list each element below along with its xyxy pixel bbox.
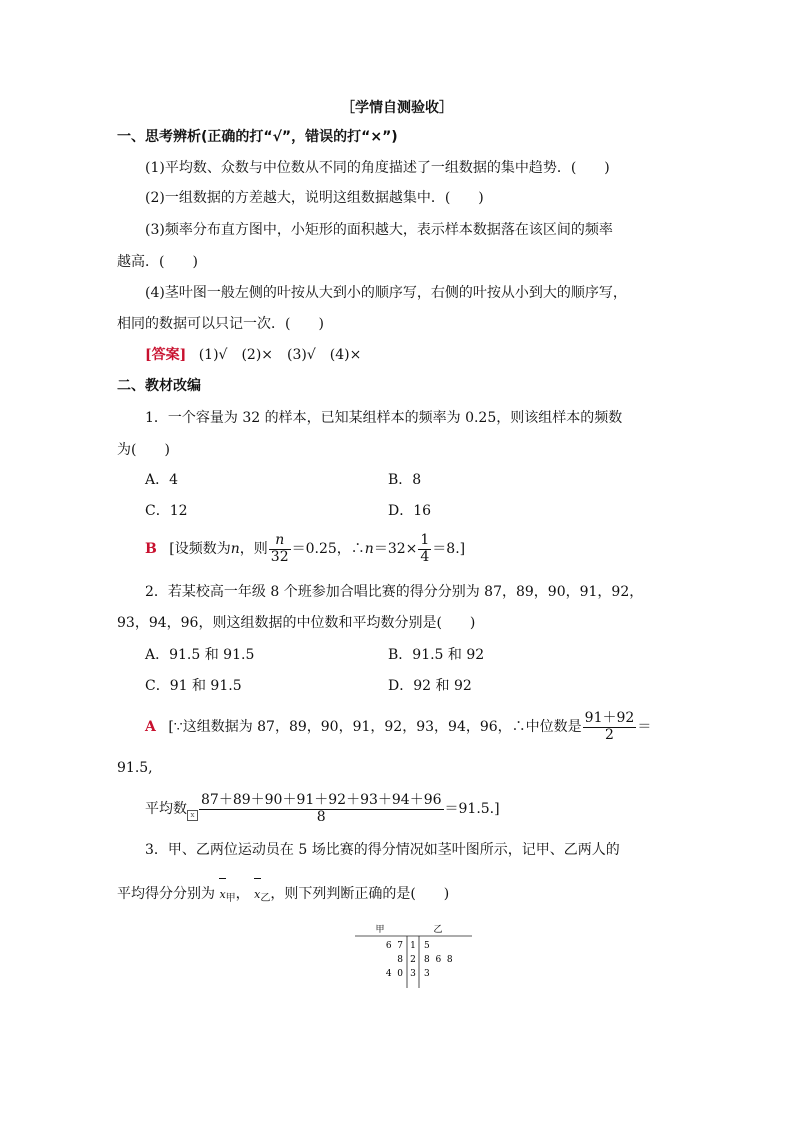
stem-leaf-header-left: 甲 <box>375 925 385 935</box>
q3-sub-yi: 乙 <box>260 893 271 904</box>
part1-heading: 一、思考辨析(正确的打“√”，错误的打“×”) <box>117 129 398 145</box>
stem-leaf-left-leaves: 4 0 <box>385 969 403 979</box>
part2-heading: 二、教材改编 <box>117 378 201 394</box>
q2-avg-end: ＝91.5.] <box>444 801 500 817</box>
q1-frac2-num: 1 <box>420 532 430 549</box>
part1-item-4: (4)茎叶图一般左侧的叶按从大到小的顺序写，右侧的叶按从小到大的顺序写， <box>145 285 627 301</box>
q1-option-b: B．8 <box>388 472 422 488</box>
q2-frac2-num: 87＋89＋90＋91＋92＋93＋94＋96 <box>201 792 442 809</box>
stem-leaf-header-right: 乙 <box>433 925 443 935</box>
stem-leaf-left-leaves: 8 <box>397 955 403 965</box>
q2-frac1-den: 2 <box>605 726 614 743</box>
stem-leaf-stem: 3 <box>410 969 416 979</box>
part1-answer <box>145 345 361 365</box>
q1-option-c: C．12 <box>145 503 188 519</box>
q3-line2-post: ，则下列判断正确的是( ) <box>270 886 450 902</box>
q2-answer-letter: A <box>145 719 156 735</box>
mean-x-symbol: x <box>254 876 260 908</box>
q1-sol-mid: ，则 <box>239 541 268 557</box>
q1-sol-end: ＝8.] <box>432 541 466 557</box>
q1-stem: 1．一个容量为 32 的样本，已知某组样本的频率为 0.25，则该组样本的频数 <box>145 410 623 426</box>
q1-sol-var: n <box>230 541 240 557</box>
q1-solution <box>145 532 465 566</box>
stem-leaf-stem: 1 <box>410 941 416 951</box>
q1-frac-1-4 <box>418 533 431 565</box>
q2-option-c: C．91 和 91.5 <box>145 678 242 694</box>
answer-tag: [答案] <box>145 347 187 363</box>
q2-sol-pre: [∵这组数据为 87，89，90，91，92，93，94，96，∴中位数是 <box>168 719 582 735</box>
q2-option-d: D．92 和 92 <box>388 678 472 694</box>
q2-avg-label: 平均数 <box>145 801 187 817</box>
q2-solution <box>145 708 651 746</box>
part1-item-3: (3)频率分布直方图中，小矩形的面积越大，表示样本数据落在该区间的频率 <box>145 222 613 238</box>
q2-frac2-den: 8 <box>316 808 326 825</box>
stem-leaf-right-leaves: 3 <box>424 969 430 979</box>
q3-sep: ， <box>235 886 250 902</box>
q3-stem-cont <box>117 876 449 912</box>
q1-frac1-num: n <box>269 533 291 549</box>
q1-answer-letter: B <box>145 541 157 557</box>
q1-sol-pre: [设频数为 <box>169 541 231 557</box>
q2-frac-average <box>199 793 444 825</box>
q2-option-a: A．91.5 和 91.5 <box>145 647 255 663</box>
q2-sol-line2: 91.5, <box>117 760 153 776</box>
q1-stem-cont: 为( ) <box>117 442 170 458</box>
stem-leaf-diagram <box>350 920 480 995</box>
part1-item-3-cont: 越高．( ) <box>117 254 198 270</box>
stem-leaf-left-leaves: 6 7 <box>385 941 403 951</box>
stem-leaf-right-leaves: 8 6 8 <box>424 955 453 965</box>
q1-sol-var2: n <box>364 541 374 557</box>
q1-frac1-den: 32 <box>270 548 289 565</box>
q2-stem-cont: 93，94，96，则这组数据的中位数和平均数分别是( ) <box>117 615 476 631</box>
q3-sub-jia: 甲 <box>225 893 236 904</box>
q2-stem: 2．若某校高一年级 8 个班参加合唱比赛的得分分别为 87，89，90，91，92， <box>145 584 644 600</box>
q3-line2-pre: 平均得分分别为 <box>117 886 215 902</box>
missing-glyph-icon: x <box>187 810 198 821</box>
part1-item-2: (2)一组数据的方差越大，说明这组数据越集中．( ) <box>145 190 484 206</box>
q2-sol-eq: ＝ <box>637 719 652 735</box>
answer-text: (1)√ (2)× (3)√ (4)× <box>198 347 362 363</box>
q3-stem: 3．甲、乙两位运动员在 5 场比赛的得分情况如茎叶图所示，记甲、乙两人的 <box>145 842 620 858</box>
stem-leaf-stem: 2 <box>410 955 416 965</box>
q1-sol-mid3: ＝32× <box>373 541 418 557</box>
part1-item-1: (1)平均数、众数与中位数从不同的角度描述了一组数据的集中趋势．( ) <box>145 160 610 176</box>
q2-average <box>145 790 500 828</box>
stem-leaf-right-leaves: 5 <box>424 941 430 951</box>
q1-option-d: D．16 <box>388 503 432 519</box>
section-title: ［学情自测验收］ <box>341 100 453 116</box>
q2-frac1-num: 91＋92 <box>584 710 635 727</box>
q1-option-a: A．4 <box>145 472 179 488</box>
q1-frac2-den: 4 <box>420 548 430 565</box>
q2-option-b: B．91.5 和 92 <box>388 647 485 663</box>
q1-frac-n-32 <box>269 533 291 565</box>
q2-frac-median <box>583 711 637 743</box>
part1-item-4-cont: 相同的数据可以只记一次．( ) <box>117 316 324 332</box>
mean-x-symbol: x <box>219 876 225 908</box>
q1-sol-mid2: ＝0.25，∴ <box>291 541 365 557</box>
